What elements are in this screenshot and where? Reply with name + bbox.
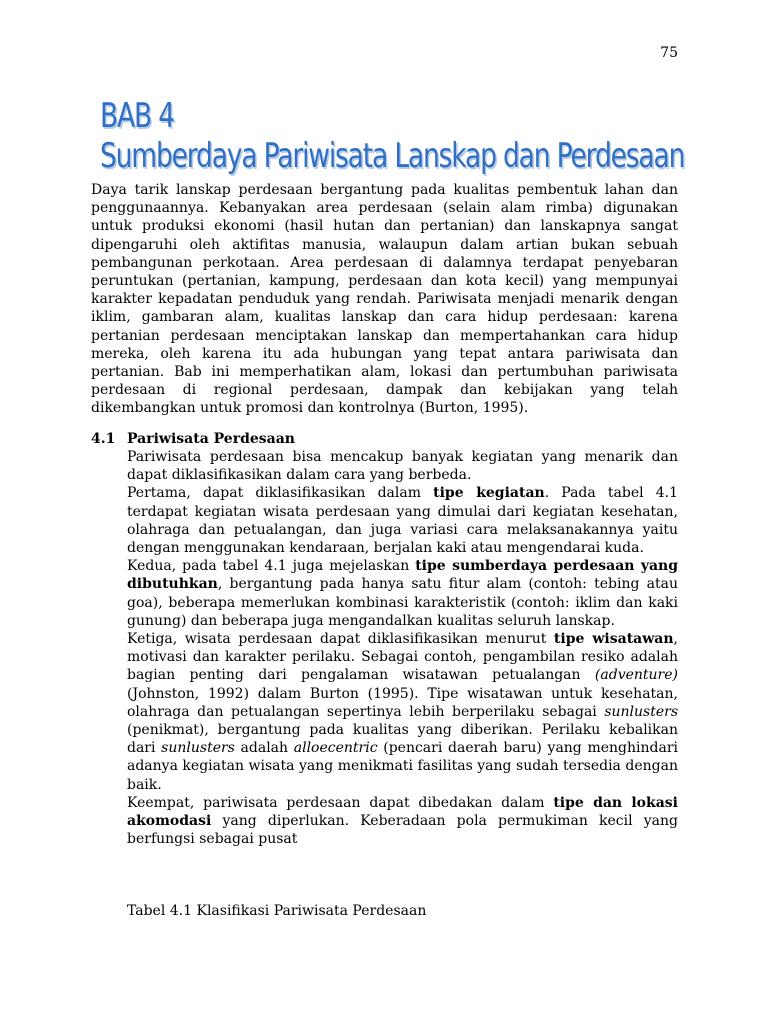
section-title: Pariwisata Perdesaan [127,431,295,447]
bold-term: tipe wisatawan [553,631,674,648]
text-run: Pertama, dapat diklasifikasikan dalam [127,485,434,502]
text-run: (penikmat), bergantung pada kualitas yang diberikan. Perilaku kebalikan dari [127,722,678,757]
section-number: 4.1 [91,431,116,447]
text-run: Ketiga, wisata perdesaan dapat diklasifikasikan menurut [127,631,554,648]
italic-term: alloecentric [293,740,378,757]
intro-paragraph: Daya tarik lanskap perdesaan bergantung pada kualitas pembentuk lahan dan penggunaannya. Kebanyakan area perdesaan (selain alam rimba) digunakan untuk produksi ekonomi (hasil hutan dan pertanian) dan lanskapnya sangat dipengaruhi oleh aktifitas manusia, walaupun dalam artian bukan sebuah pembangunan perkotaan. Area perdesaan di dalamnya terdapat penyebaran peruntukan (pertanian, kampung, perdesaan dan kota kecil) yang mempunyai karakter kepadatan penduduk yang rendah. Pariwisata menjadi menarik dengan iklim, gambaran alam, kualitas lanskap dan cara hidup perdesaan: karena pertanian perdesaan menciptakan lanskap dan mempertahankan cara hidup mereka, oleh karena itu ada hubungan yang tepat antara pariwisata dan pertanian. Bab ini memperhatikan alam, lokasi dan pertumbuhan pariwisata perdesaan di regional perdesaan, dampak dan kebijakan yang telah dikembangkan untuk promosi dan kontrolnya (Burton, 1995). [91,182,678,417]
text-run: adalah [234,740,294,757]
section-heading [91,430,295,448]
section-body [127,448,678,848]
text-run: Kedua, pada tabel 4.1 juga mejelaskan [127,558,416,575]
italic-term: (adventure) [594,667,678,684]
section-paragraph-1: Pariwisata perdesaan bisa mencakup banyak kegiatan yang menarik dan dapat diklasifikasikan dalam cara yang berbeda. [127,449,678,484]
chapter-heading [100,96,684,176]
chapter-title: Sumberdaya Pariwisata Lanskap dan Perdesaan [100,136,685,176]
text-run: yang diperlukan. Keberadaan pola permukiman kecil yang berfungsi sebagai pusat [127,813,678,848]
text-run: , bergantung pada hanya satu fitur alam (contoh: tebing atau goa), beberapa memerlukan kombinasi karakteristik (contoh: iklim dan kaki gunung) dan beberapa juga mengandalkan kualitas seluruh lanskap. [127,576,678,629]
section-paragraph-2 [127,484,678,557]
text-run: , motivasi dan karakter perilaku. Sebagai contoh, pengambilan resiko adalah bagian penting dari pengalaman wisatawan petualangan [127,631,678,684]
bold-term: tipe kegiatan [433,485,545,502]
page-number: 75 [660,45,678,61]
text-run: . Pada tabel 4.1 terdapat kegiatan wisata perdesaan yang dimulai dari kegiatan kesehatan, olahraga dan petualangan, dan juga variasi cara melaksanakannya yaitu dengan menggunakan kendaraan, berjalan kaki atau mengendarai kuda. [127,485,678,557]
italic-term: sunlusters [604,703,678,720]
text-run: (Johnston, 1992) dalam Burton (1995). Tipe wisatawan untuk kesehatan, olahraga dan petualangan sepertinya lebih berperilaku sebagai [127,685,678,720]
bold-term: tipe dan lokasi akomodasi [127,794,678,830]
text-run: Keempat, pariwisata perdesaan dapat dibedakan dalam [127,794,554,811]
text-run: (pencari daerah baru) yang menghindari adanya kegiatan wisata yang menikmati fasilitas yang sudah tersedia dengan baik. [127,740,678,793]
chapter-label: BAB 4 [100,96,174,136]
bold-term: tipe sumberdaya perdesaan yang dibutuhkan [127,558,678,593]
section-paragraph-4 [127,630,678,794]
section-paragraph-5 [127,794,678,849]
table-caption: Tabel 4.1 Klasifikasi Pariwisata Perdesaan [127,903,427,919]
section-paragraph-3 [127,557,678,630]
italic-term: sunlusters [161,740,235,757]
